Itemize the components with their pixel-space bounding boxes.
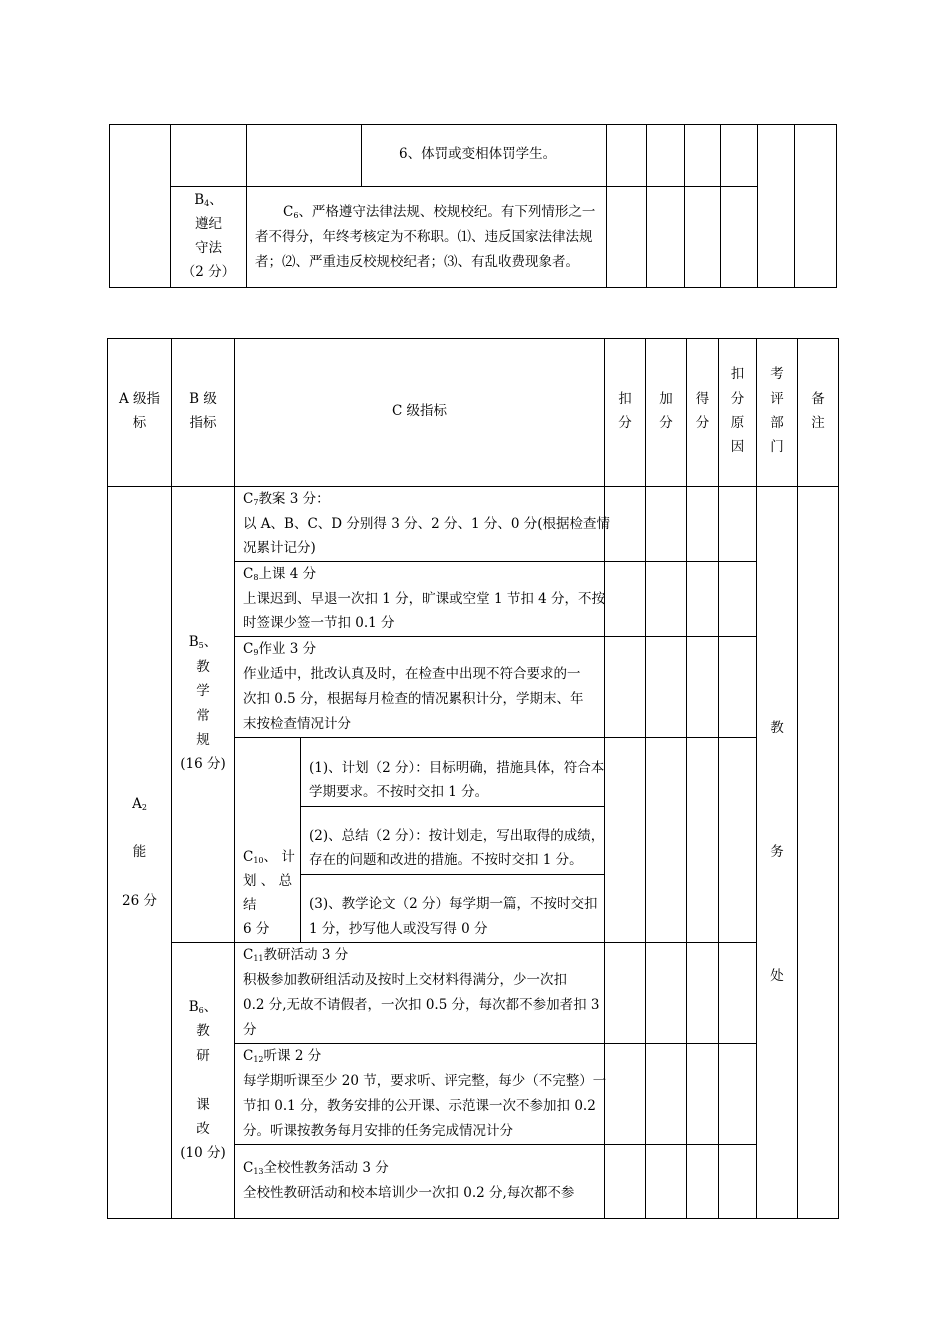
b5-char-2: 学 <box>196 683 210 699</box>
header-note-1: 备 <box>811 391 825 407</box>
c10-item-3-line-2: 1 分，抄写他人或没写得 0 分 <box>309 921 488 937</box>
header-b-line-2: 指标 <box>189 415 217 431</box>
c13-letter: C <box>243 1160 254 1176</box>
c7-title <box>243 487 330 515</box>
b5-char-3: 常 <box>196 708 210 724</box>
b6-char-4: 课 <box>196 1097 210 1113</box>
c12-title-text: 听课 2 分 <box>263 1048 322 1064</box>
c10-line-3: 6 分 <box>243 921 270 937</box>
a2-letter: A <box>132 796 142 812</box>
c9-line-3: 末按检查情况计分 <box>243 716 351 732</box>
c9-letter: C <box>243 641 254 657</box>
b4-line-3: （2 分） <box>181 264 236 280</box>
punishment-criterion: 6、体罚或变相体罚学生。 <box>399 146 557 162</box>
c7-line-1: 以 A、B、C、D 分别得 3 分、2 分、1 分、0 分(根据检查情 <box>243 516 610 532</box>
c13-sub: 13 <box>253 1167 264 1176</box>
c6-line-1 <box>283 200 595 228</box>
b6-char-2: 研 <box>196 1048 210 1064</box>
c6-line-2: 者不得分，年终考核定为不称职。⑴、违反国家法律法规 <box>255 229 593 245</box>
header-reason-4: 因 <box>730 439 745 455</box>
c8-sub: 8 <box>253 573 259 582</box>
c13-line-1: 全校性教研活动和校本培训少一次扣 0.2 分,每次都不参 <box>243 1185 575 1201</box>
c7-line-2: 况累计记分) <box>243 540 316 556</box>
c8-title <box>243 562 316 590</box>
c12-line-3: 分。听课按教务每月安排的任务完成情况计分 <box>243 1123 513 1139</box>
header-b-line-1: B 级 <box>189 391 217 407</box>
c12-letter: C <box>243 1048 254 1064</box>
c10-head: 、 计 <box>263 849 295 865</box>
a2-label <box>108 792 171 820</box>
c12-line-2: 节扣 0.1 分，教务安排的公开课、示范课一次不参加扣 0.2 <box>243 1098 596 1114</box>
c12-title <box>243 1044 321 1072</box>
c7-letter: C <box>243 491 254 507</box>
b5-tail: 、 <box>203 634 218 650</box>
c11-title <box>243 943 348 971</box>
b5-char-5: (16 分) <box>180 756 226 772</box>
b6-sub: 6 <box>198 1006 204 1015</box>
b6-char-1: 教 <box>196 1023 210 1039</box>
header-dept-1: 考 <box>770 366 784 382</box>
b5-label <box>172 630 234 658</box>
header-add-2: 分 <box>659 415 673 431</box>
c10-item-1-line-1: (1)、计划（2 分）：目标明确，措施具体，符合本 <box>309 760 605 776</box>
c10-item-2-line-2: 存在的问题和改进的措施。不按时交扣 1 分。 <box>309 852 583 868</box>
c11-line-1: 积极参加教研组活动及按时上交材料得满分，少一次扣 <box>243 972 567 988</box>
header-c: C 级指标 <box>391 403 448 419</box>
c12-line-1: 每学期听课至少 20 节，要求听、评完整，每少（不完整）一 <box>243 1073 607 1089</box>
c10-item-1-line-2: 学期要求。不按时交扣 1 分。 <box>309 784 489 800</box>
header-dept-3: 部 <box>770 415 784 431</box>
b6-char-6: (10 分) <box>180 1145 226 1161</box>
b5-sub: 5 <box>198 641 204 650</box>
a2-line-3: 26 分 <box>122 893 157 909</box>
c10-item-3-line-1: (3)、教学论文（2 分）每学期一篇，不按时交扣 <box>309 896 598 912</box>
c7-title-text: 教案 3 分： <box>258 491 330 507</box>
c11-sub: 11 <box>253 954 264 963</box>
c10-line-2: 结 <box>243 897 257 913</box>
c11-line-2: 0.2 分,无故不请假者，一次扣 0.5 分，每次都不参加者扣 3 <box>243 997 600 1013</box>
b5-char-4: 规 <box>196 732 210 748</box>
header-score-2: 分 <box>695 415 710 431</box>
b4-tail: 、 <box>209 192 223 208</box>
c6-first: 、严格遵守法律法规、校规校纪。有下列情形之一 <box>298 204 596 220</box>
header-note-2: 注 <box>811 415 825 431</box>
c12-sub: 12 <box>253 1055 264 1064</box>
c10-line-1: 划 、 总 <box>243 873 293 889</box>
b5-char-1: 教 <box>196 659 210 675</box>
c13-title <box>243 1156 389 1184</box>
c8-letter: C <box>243 566 254 582</box>
b4-sub: 4 <box>204 199 210 208</box>
c9-sub: 9 <box>253 648 259 657</box>
dept-char-3: 处 <box>770 968 784 984</box>
c6-letter: C <box>283 204 294 220</box>
c8-line-1: 上课迟到、早退一次扣 1 分，旷课或空堂 1 节扣 4 分，不按 <box>243 591 606 607</box>
c9-line-2: 次扣 0.5 分，根据每月检查的情况累积计分，学期末、年 <box>243 691 584 707</box>
dept-char-2: 务 <box>770 844 784 860</box>
c6-line-3: 者；⑵、严重违反校规校纪者；⑶、有乱收费现象者。 <box>255 254 579 270</box>
header-reason-3: 原 <box>730 415 745 431</box>
header-deduct-1: 扣 <box>618 391 632 407</box>
b6-tail: 、 <box>203 999 218 1015</box>
header-add-1: 加 <box>659 391 673 407</box>
header-dept-4: 门 <box>770 439 784 455</box>
b5-letter: B <box>188 634 199 650</box>
c11-letter: C <box>243 947 254 963</box>
a2-sub: 2 <box>141 803 147 812</box>
header-a-line-2: 标 <box>132 415 147 431</box>
a2-line-2: 能 <box>132 844 147 860</box>
c8-line-2: 时签课少签一节扣 0.1 分 <box>243 615 395 631</box>
b4-letter: B <box>194 192 205 208</box>
header-dept-2: 评 <box>770 391 784 407</box>
c10-letter: C <box>243 849 254 865</box>
c11-title-text: 教研活动 3 分 <box>263 947 349 963</box>
b6-letter: B <box>188 999 199 1015</box>
c6-sub: 6 <box>293 211 299 220</box>
c9-line-1: 作业适中，批改认真及时，在检查中出现不符合要求的一 <box>243 666 581 682</box>
header-reason-2: 分 <box>730 391 745 407</box>
dept-char-1: 教 <box>770 720 784 736</box>
c10-sub: 10 <box>253 856 264 865</box>
header-deduct-2: 分 <box>618 415 632 431</box>
c13-title-text: 全校性教务活动 3 分 <box>263 1160 389 1176</box>
c9-title-text: 作业 3 分 <box>258 641 317 657</box>
header-reason-1: 扣 <box>730 366 745 382</box>
c10-item-2-line-1: (2)、总结（2 分）：按计划走，写出取得的成绩， <box>309 828 605 844</box>
c8-title-text: 上课 4 分 <box>258 566 317 582</box>
header-score-1: 得 <box>695 391 710 407</box>
c11-line-3: 分 <box>243 1022 257 1038</box>
header-a-line-1: A 级指 <box>118 391 161 407</box>
b4-line-2: 守法 <box>195 240 222 256</box>
b4-line-1: 遵纪 <box>195 216 222 232</box>
c7-sub: 7 <box>253 498 259 507</box>
c9-title <box>243 637 316 665</box>
b6-char-5: 改 <box>196 1121 210 1137</box>
